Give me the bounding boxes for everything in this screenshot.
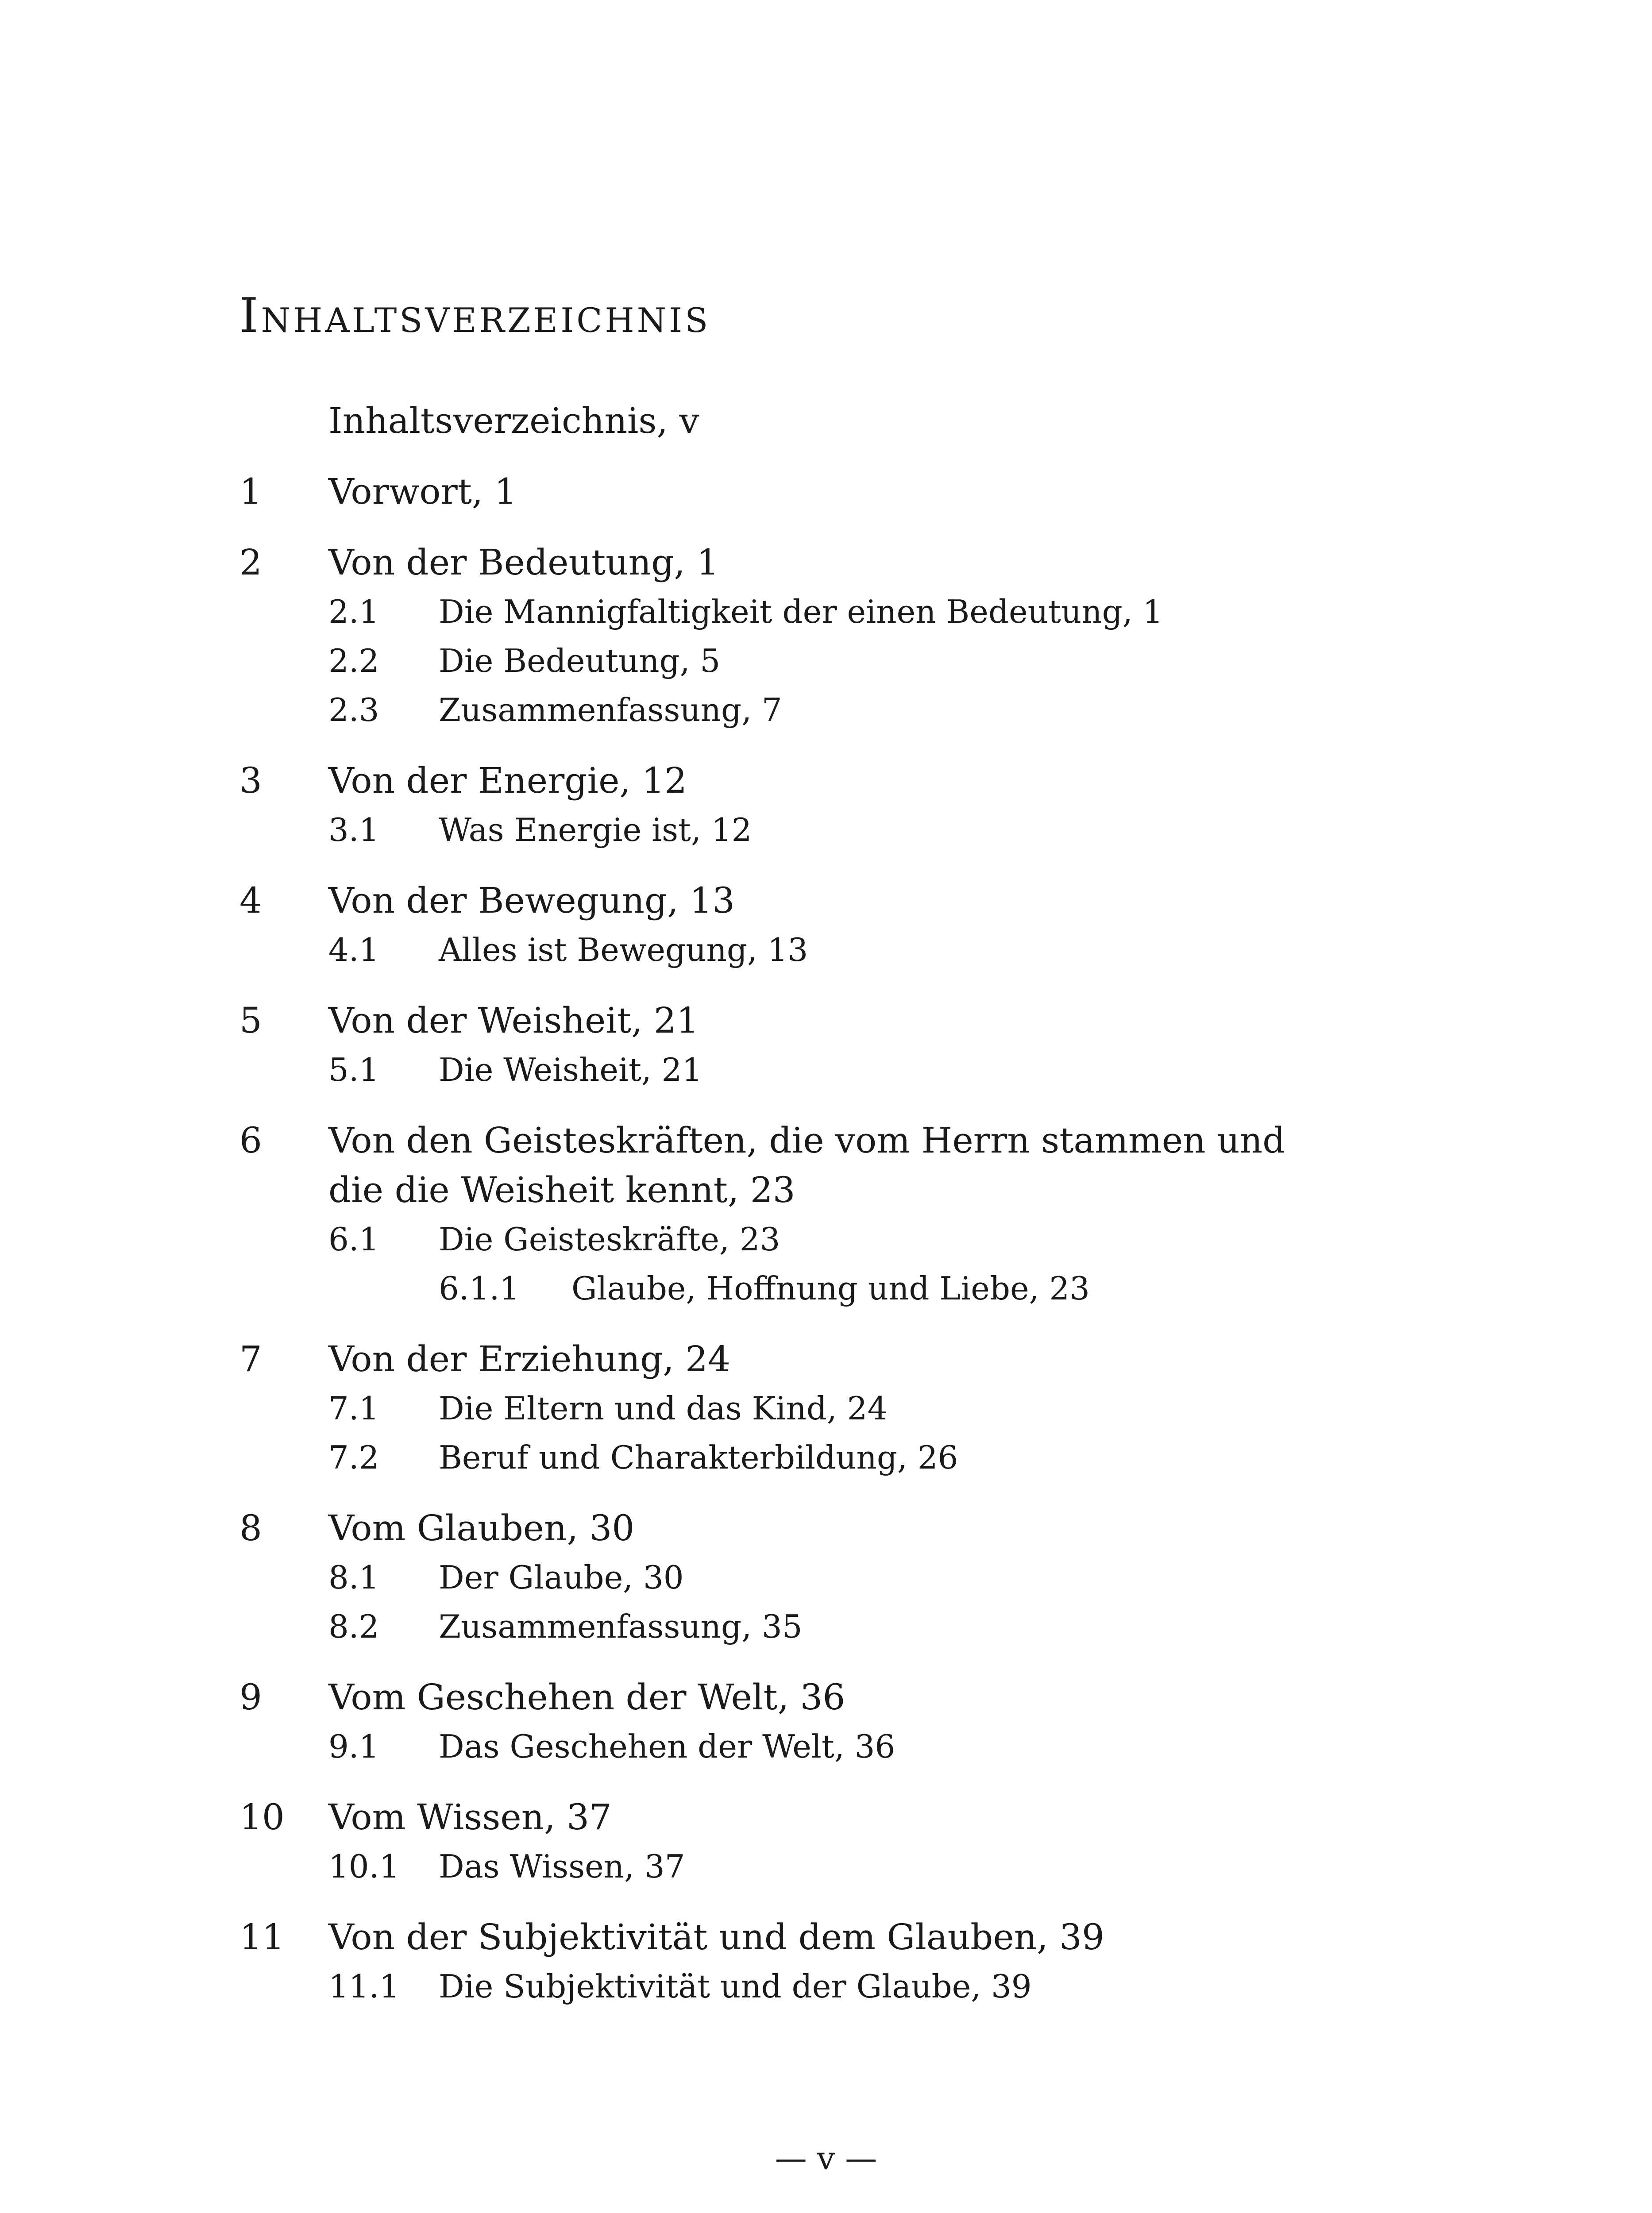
toc-entry-title: Die Weisheit, 21 — [439, 1051, 702, 1088]
toc-chapter-entry — [239, 1793, 1567, 1842]
toc-entry-number: 6.1 — [328, 1221, 379, 1258]
toc-entry-title: Zusammenfassung, 7 — [439, 691, 782, 729]
toc-chapter-entry — [239, 396, 1567, 446]
toc-entry-number: 8.2 — [328, 1608, 379, 1645]
toc-entry-number: 4.1 — [328, 931, 379, 968]
toc-entry-number: 6 — [239, 1120, 262, 1161]
toc-entry-title: Das Wissen, 37 — [439, 1848, 685, 1885]
toc-entry-title: Von der Subjektivität und dem Glauben, 39 — [328, 1916, 1104, 1958]
toc-entry-title: Die Mannigfaltigkeit der einen Bedeutung, 1 — [439, 593, 1163, 630]
toc-entry-number: 2 — [239, 542, 262, 583]
toc-entry-title: Die Bedeutung, 5 — [439, 642, 721, 679]
toc-entry-number: 8 — [239, 1507, 262, 1549]
toc-entry-title: Von der Bedeutung, 1 — [328, 542, 719, 583]
toc-section-entry — [239, 686, 1567, 735]
toc-entry-title: Von der Energie, 12 — [328, 760, 687, 801]
toc-subsection-entry — [239, 1264, 1567, 1313]
toc-entry-number: 6.1.1 — [439, 1270, 520, 1307]
toc-chapter-entry — [239, 756, 1567, 806]
toc-section-entry — [239, 1962, 1567, 2011]
toc-entry-number: 7.1 — [328, 1390, 379, 1427]
toc-entry-title: Glaube, Hoffnung und Liebe, 23 — [571, 1270, 1090, 1307]
toc-entry-number: 3.1 — [328, 811, 379, 848]
toc-entry-title: Die Eltern und das Kind, 24 — [439, 1390, 888, 1427]
toc-section-entry — [239, 1842, 1567, 1891]
toc-entry-number: 9 — [239, 1677, 262, 1718]
toc-entry-title: Vorwort, 1 — [328, 471, 517, 512]
toc-chapter-entry — [239, 467, 1567, 517]
toc-entry-number: 4 — [239, 880, 262, 921]
toc-entry-title: Von den Geisteskräften, die vom Herrn stammen und die die Weisheit kennt, 23 — [328, 1120, 1285, 1211]
toc-entry-number: 8.1 — [328, 1559, 379, 1596]
toc-entry-title: Vom Wissen, 37 — [328, 1797, 612, 1838]
toc-section-entry — [239, 636, 1567, 686]
toc-entry-number: 2.2 — [328, 642, 379, 679]
toc-section-entry — [239, 1215, 1567, 1264]
toc-section-entry — [239, 1384, 1567, 1433]
toc-entry-title: Beruf und Charakterbildung, 26 — [439, 1439, 958, 1476]
toc-entry-title: Was Energie ist, 12 — [439, 811, 752, 848]
toc-chapter-entry — [239, 1116, 1567, 1215]
toc-entry-number: 2.1 — [328, 593, 379, 630]
toc-section-entry — [239, 806, 1567, 855]
toc-entry-title: Zusammenfassung, 35 — [439, 1608, 803, 1645]
toc-section-entry — [239, 1722, 1567, 1771]
toc-chapter-entry — [239, 876, 1567, 925]
toc-section-entry — [239, 925, 1567, 975]
toc-section-entry — [239, 1553, 1567, 1602]
toc-section-entry — [239, 587, 1567, 636]
toc-entry-number: 5.1 — [328, 1051, 379, 1088]
toc-entry-title: Das Geschehen der Welt, 36 — [439, 1728, 895, 1765]
toc-entry-number: 3 — [239, 760, 262, 801]
toc-entry-number: 11 — [239, 1916, 285, 1958]
toc-entry-number: 7.2 — [328, 1439, 379, 1476]
toc-entry-title: Alles ist Bewegung, 13 — [439, 931, 808, 968]
toc-entry-title: Von der Erziehung, 24 — [328, 1338, 730, 1380]
toc-entry-title: Inhaltsverzeichnis, v — [328, 400, 699, 441]
toc-section-entry — [239, 1602, 1567, 1651]
toc-chapter-entry — [239, 1334, 1567, 1384]
toc-entry-number: 10 — [239, 1797, 285, 1838]
page-title: Inhaltsverzeichnis — [239, 288, 711, 343]
toc-entry-title: Von der Bewegung, 13 — [328, 880, 735, 921]
toc-chapter-entry — [239, 1673, 1567, 1722]
toc-chapter-entry — [239, 1912, 1567, 1962]
toc-entry-number: 2.3 — [328, 691, 379, 729]
toc-entry-title: Von der Weisheit, 21 — [328, 1000, 699, 1041]
toc-entry-number: 7 — [239, 1338, 262, 1380]
toc-entry-number: 9.1 — [328, 1728, 379, 1765]
toc-entry-title: Die Geisteskräfte, 23 — [439, 1221, 780, 1258]
toc-chapter-entry — [239, 1504, 1567, 1553]
toc-section-entry — [239, 1045, 1567, 1095]
toc-chapter-entry — [239, 538, 1567, 587]
toc-entry-title: Die Subjektivität und der Glaube, 39 — [439, 1968, 1032, 2005]
toc-entry-title: Vom Glauben, 30 — [328, 1507, 635, 1549]
toc-chapter-entry — [239, 996, 1567, 1045]
toc-entry-title: Der Glaube, 30 — [439, 1559, 684, 1596]
toc-entry-title: Vom Geschehen der Welt, 36 — [328, 1677, 845, 1718]
page-number: — v — — [775, 2140, 877, 2177]
toc-section-entry — [239, 1433, 1567, 1482]
toc-entry-number: 5 — [239, 1000, 262, 1041]
table-of-contents — [239, 396, 1567, 2011]
toc-entry-number: 10.1 — [328, 1848, 400, 1885]
toc-entry-number: 1 — [239, 471, 262, 512]
toc-entry-number: 11.1 — [328, 1968, 400, 2005]
